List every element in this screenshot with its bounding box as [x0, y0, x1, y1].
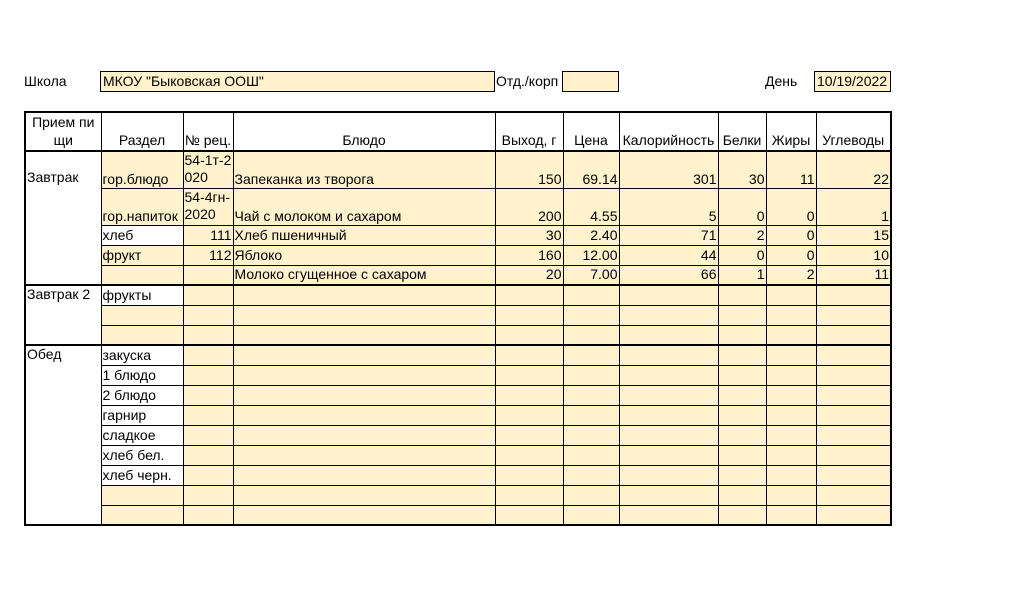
table-row [25, 485, 891, 505]
dish-cell[interactable]: Молоко сгущенное с сахаром [233, 265, 495, 285]
protein-cell[interactable] [718, 325, 766, 345]
dish-cell[interactable] [233, 465, 495, 485]
recipe-cell[interactable] [183, 285, 233, 305]
carbs-cell[interactable]: 15 [816, 225, 891, 245]
dish-cell[interactable]: Яблоко [233, 245, 495, 265]
protein-cell[interactable]: 0 [718, 188, 766, 225]
dish-cell[interactable] [233, 285, 495, 305]
carbs-cell[interactable] [816, 445, 891, 465]
output-cell[interactable] [495, 365, 563, 385]
table-row [25, 405, 891, 425]
col-header-section: Раздел [101, 112, 183, 151]
calories-cell[interactable] [619, 405, 718, 425]
protein-cell[interactable] [718, 345, 766, 365]
protein-cell[interactable] [718, 305, 766, 325]
price-cell[interactable] [563, 505, 619, 525]
dish-cell[interactable] [233, 325, 495, 345]
protein-cell[interactable] [718, 485, 766, 505]
price-cell[interactable]: 7.00 [563, 265, 619, 285]
output-cell[interactable] [495, 425, 563, 445]
carbs-cell[interactable] [816, 485, 891, 505]
col-header-calories: Калорийность [619, 112, 718, 151]
calories-cell[interactable]: 71 [619, 225, 718, 245]
dish-cell[interactable] [233, 425, 495, 445]
carbs-cell[interactable] [816, 405, 891, 425]
output-cell[interactable] [495, 505, 563, 525]
output-cell[interactable]: 150 [495, 151, 563, 188]
section-cell[interactable]: хлеб черн. [101, 465, 183, 485]
table-row [25, 245, 891, 265]
carbs-cell[interactable] [816, 345, 891, 365]
table-row [25, 325, 891, 345]
price-cell[interactable]: 69.14 [563, 151, 619, 188]
protein-cell[interactable]: 2 [718, 225, 766, 245]
fat-cell[interactable]: 2 [766, 265, 816, 285]
output-cell[interactable] [495, 485, 563, 505]
table-row [25, 188, 891, 225]
carbs-cell[interactable]: 1 [816, 188, 891, 225]
section-cell[interactable]: гор.напиток [101, 188, 183, 225]
section-cell[interactable]: 2 блюдо [101, 385, 183, 405]
recipe-cell[interactable] [183, 385, 233, 405]
recipe-cell[interactable]: 112 [183, 245, 233, 265]
table-row [25, 305, 891, 325]
calories-cell[interactable] [619, 465, 718, 485]
carbs-cell[interactable] [816, 365, 891, 385]
day-field[interactable]: 10/19/2022 [814, 71, 891, 92]
fat-cell[interactable]: 0 [766, 245, 816, 265]
dish-cell[interactable] [233, 305, 495, 325]
carbs-cell[interactable]: 10 [816, 245, 891, 265]
fat-cell[interactable] [766, 325, 816, 345]
fat-cell[interactable] [766, 465, 816, 485]
recipe-cell[interactable] [183, 485, 233, 505]
output-cell[interactable]: 160 [495, 245, 563, 265]
protein-cell[interactable] [718, 445, 766, 465]
calories-cell[interactable] [619, 425, 718, 445]
calories-cell[interactable] [619, 385, 718, 405]
section-cell[interactable]: фрукт [101, 245, 183, 265]
output-cell[interactable]: 200 [495, 188, 563, 225]
price-cell[interactable] [563, 365, 619, 385]
section-cell[interactable] [101, 485, 183, 505]
recipe-cell[interactable] [183, 265, 233, 285]
section-cell[interactable]: фрукты [101, 285, 183, 305]
output-cell[interactable] [495, 305, 563, 325]
carbs-cell[interactable]: 11 [816, 265, 891, 285]
output-cell[interactable] [495, 325, 563, 345]
fat-cell[interactable] [766, 305, 816, 325]
col-header-fat: Жиры [766, 112, 816, 151]
section-cell[interactable]: гор.блюдо [101, 151, 183, 188]
price-cell[interactable]: 12.00 [563, 245, 619, 265]
calories-cell[interactable] [619, 305, 718, 325]
calories-cell[interactable] [619, 325, 718, 345]
fat-cell[interactable] [766, 365, 816, 385]
recipe-cell[interactable] [183, 345, 233, 365]
fat-cell[interactable] [766, 385, 816, 405]
section-cell[interactable]: закуска [101, 345, 183, 365]
protein-cell[interactable]: 30 [718, 151, 766, 188]
dish-cell[interactable] [233, 445, 495, 465]
section-cell[interactable] [101, 265, 183, 285]
carbs-cell[interactable]: 22 [816, 151, 891, 188]
calories-cell[interactable] [619, 445, 718, 465]
fat-cell[interactable]: 0 [766, 188, 816, 225]
carbs-cell[interactable] [816, 325, 891, 345]
col-header-carbs: Углеводы [816, 112, 891, 151]
price-cell[interactable] [563, 345, 619, 365]
dish-cell[interactable] [233, 345, 495, 365]
calories-cell[interactable] [619, 365, 718, 385]
dish-cell[interactable] [233, 385, 495, 405]
fat-cell[interactable] [766, 445, 816, 465]
fat-cell[interactable] [766, 345, 816, 365]
section-cell[interactable]: сладкое [101, 425, 183, 445]
price-cell[interactable]: 2.40 [563, 225, 619, 245]
protein-cell[interactable] [718, 285, 766, 305]
fat-cell[interactable] [766, 485, 816, 505]
carbs-cell[interactable] [816, 305, 891, 325]
calories-cell[interactable] [619, 285, 718, 305]
carbs-cell[interactable] [816, 385, 891, 405]
recipe-cell[interactable] [183, 465, 233, 485]
recipe-cell[interactable] [183, 405, 233, 425]
protein-cell[interactable] [718, 465, 766, 485]
section-cell[interactable]: хлеб [101, 225, 183, 245]
school-label: Школа [24, 73, 67, 89]
recipe-cell[interactable] [183, 325, 233, 345]
price-cell[interactable] [563, 425, 619, 445]
output-cell[interactable] [495, 465, 563, 485]
recipe-cell[interactable]: 54-1т-2020 [183, 151, 233, 188]
table-row [25, 345, 891, 365]
carbs-cell[interactable] [816, 425, 891, 445]
calories-cell[interactable]: 5 [619, 188, 718, 225]
carbs-cell[interactable] [816, 285, 891, 305]
table-row [25, 425, 891, 445]
table-row [25, 385, 891, 405]
price-cell[interactable] [563, 465, 619, 485]
col-header-price: Цена [563, 112, 619, 151]
calories-cell[interactable]: 44 [619, 245, 718, 265]
output-cell[interactable]: 20 [495, 265, 563, 285]
header-row [25, 112, 891, 151]
protein-cell[interactable] [718, 365, 766, 385]
col-header-protein: Белки [718, 112, 766, 151]
fat-cell[interactable] [766, 285, 816, 305]
output-cell[interactable] [495, 345, 563, 365]
protein-cell[interactable] [718, 425, 766, 445]
table-row [25, 505, 891, 525]
recipe-cell[interactable] [183, 445, 233, 465]
table-row [25, 265, 891, 285]
recipe-cell[interactable] [183, 505, 233, 525]
day-label: День [765, 73, 798, 89]
table-row [25, 365, 891, 385]
price-cell[interactable] [563, 445, 619, 465]
price-cell[interactable] [563, 305, 619, 325]
dish-cell[interactable] [233, 405, 495, 425]
dish-cell[interactable] [233, 485, 495, 505]
section-cell[interactable]: хлеб бел. [101, 445, 183, 465]
price-cell[interactable] [563, 285, 619, 305]
price-cell[interactable] [563, 325, 619, 345]
calories-cell[interactable] [619, 505, 718, 525]
fat-cell[interactable] [766, 405, 816, 425]
section-cell[interactable]: гарнир [101, 405, 183, 425]
recipe-cell[interactable] [183, 425, 233, 445]
calories-cell[interactable]: 301 [619, 151, 718, 188]
meal-lunch: Обед [25, 345, 101, 525]
col-header-meal: Прием пищи [25, 112, 101, 151]
price-cell[interactable] [563, 485, 619, 505]
output-cell[interactable] [495, 285, 563, 305]
recipe-cell[interactable]: 111 [183, 225, 233, 245]
protein-cell[interactable] [718, 405, 766, 425]
dish-cell[interactable] [233, 505, 495, 525]
dish-cell[interactable]: Запеканка из творога [233, 151, 495, 188]
meal-breakfast: Завтрак [25, 151, 101, 285]
protein-cell[interactable]: 1 [718, 265, 766, 285]
protein-cell[interactable] [718, 505, 766, 525]
recipe-cell[interactable] [183, 305, 233, 325]
calories-cell[interactable] [619, 345, 718, 365]
menu-table [24, 111, 892, 526]
col-header-dish: Блюдо [233, 112, 495, 151]
table-row [25, 445, 891, 465]
output-cell[interactable] [495, 385, 563, 405]
output-cell[interactable] [495, 445, 563, 465]
output-cell[interactable]: 30 [495, 225, 563, 245]
calories-cell[interactable] [619, 485, 718, 505]
dish-cell[interactable]: Хлеб пшеничный [233, 225, 495, 245]
recipe-cell[interactable] [183, 365, 233, 385]
dept-field[interactable] [562, 71, 619, 92]
carbs-cell[interactable] [816, 505, 891, 525]
school-field[interactable]: МКОУ "Быковская ООШ" [100, 71, 495, 92]
section-cell[interactable] [101, 305, 183, 325]
price-cell[interactable] [563, 405, 619, 425]
calories-cell[interactable]: 66 [619, 265, 718, 285]
section-cell[interactable]: 1 блюдо [101, 365, 183, 385]
table-row [25, 151, 891, 188]
table-row [25, 285, 891, 305]
price-cell[interactable] [563, 385, 619, 405]
price-cell[interactable]: 4.55 [563, 188, 619, 225]
dish-cell[interactable] [233, 365, 495, 385]
recipe-cell[interactable]: 54-4гн-2020 [183, 188, 233, 225]
dish-cell[interactable]: Чай с молоком и сахаром [233, 188, 495, 225]
section-cell[interactable] [101, 325, 183, 345]
col-header-output: Выход, г [495, 112, 563, 151]
carbs-cell[interactable] [816, 465, 891, 485]
table-row [25, 225, 891, 245]
fat-cell[interactable]: 11 [766, 151, 816, 188]
section-cell[interactable] [101, 505, 183, 525]
output-cell[interactable] [495, 405, 563, 425]
protein-cell[interactable]: 0 [718, 245, 766, 265]
fat-cell[interactable] [766, 505, 816, 525]
table-row [25, 465, 891, 485]
col-header-recipe: № рец. [183, 112, 233, 151]
fat-cell[interactable] [766, 425, 816, 445]
dept-label: Отд./корп [496, 73, 559, 89]
protein-cell[interactable] [718, 385, 766, 405]
meal-breakfast-2: Завтрак 2 [25, 285, 101, 345]
fat-cell[interactable]: 0 [766, 225, 816, 245]
